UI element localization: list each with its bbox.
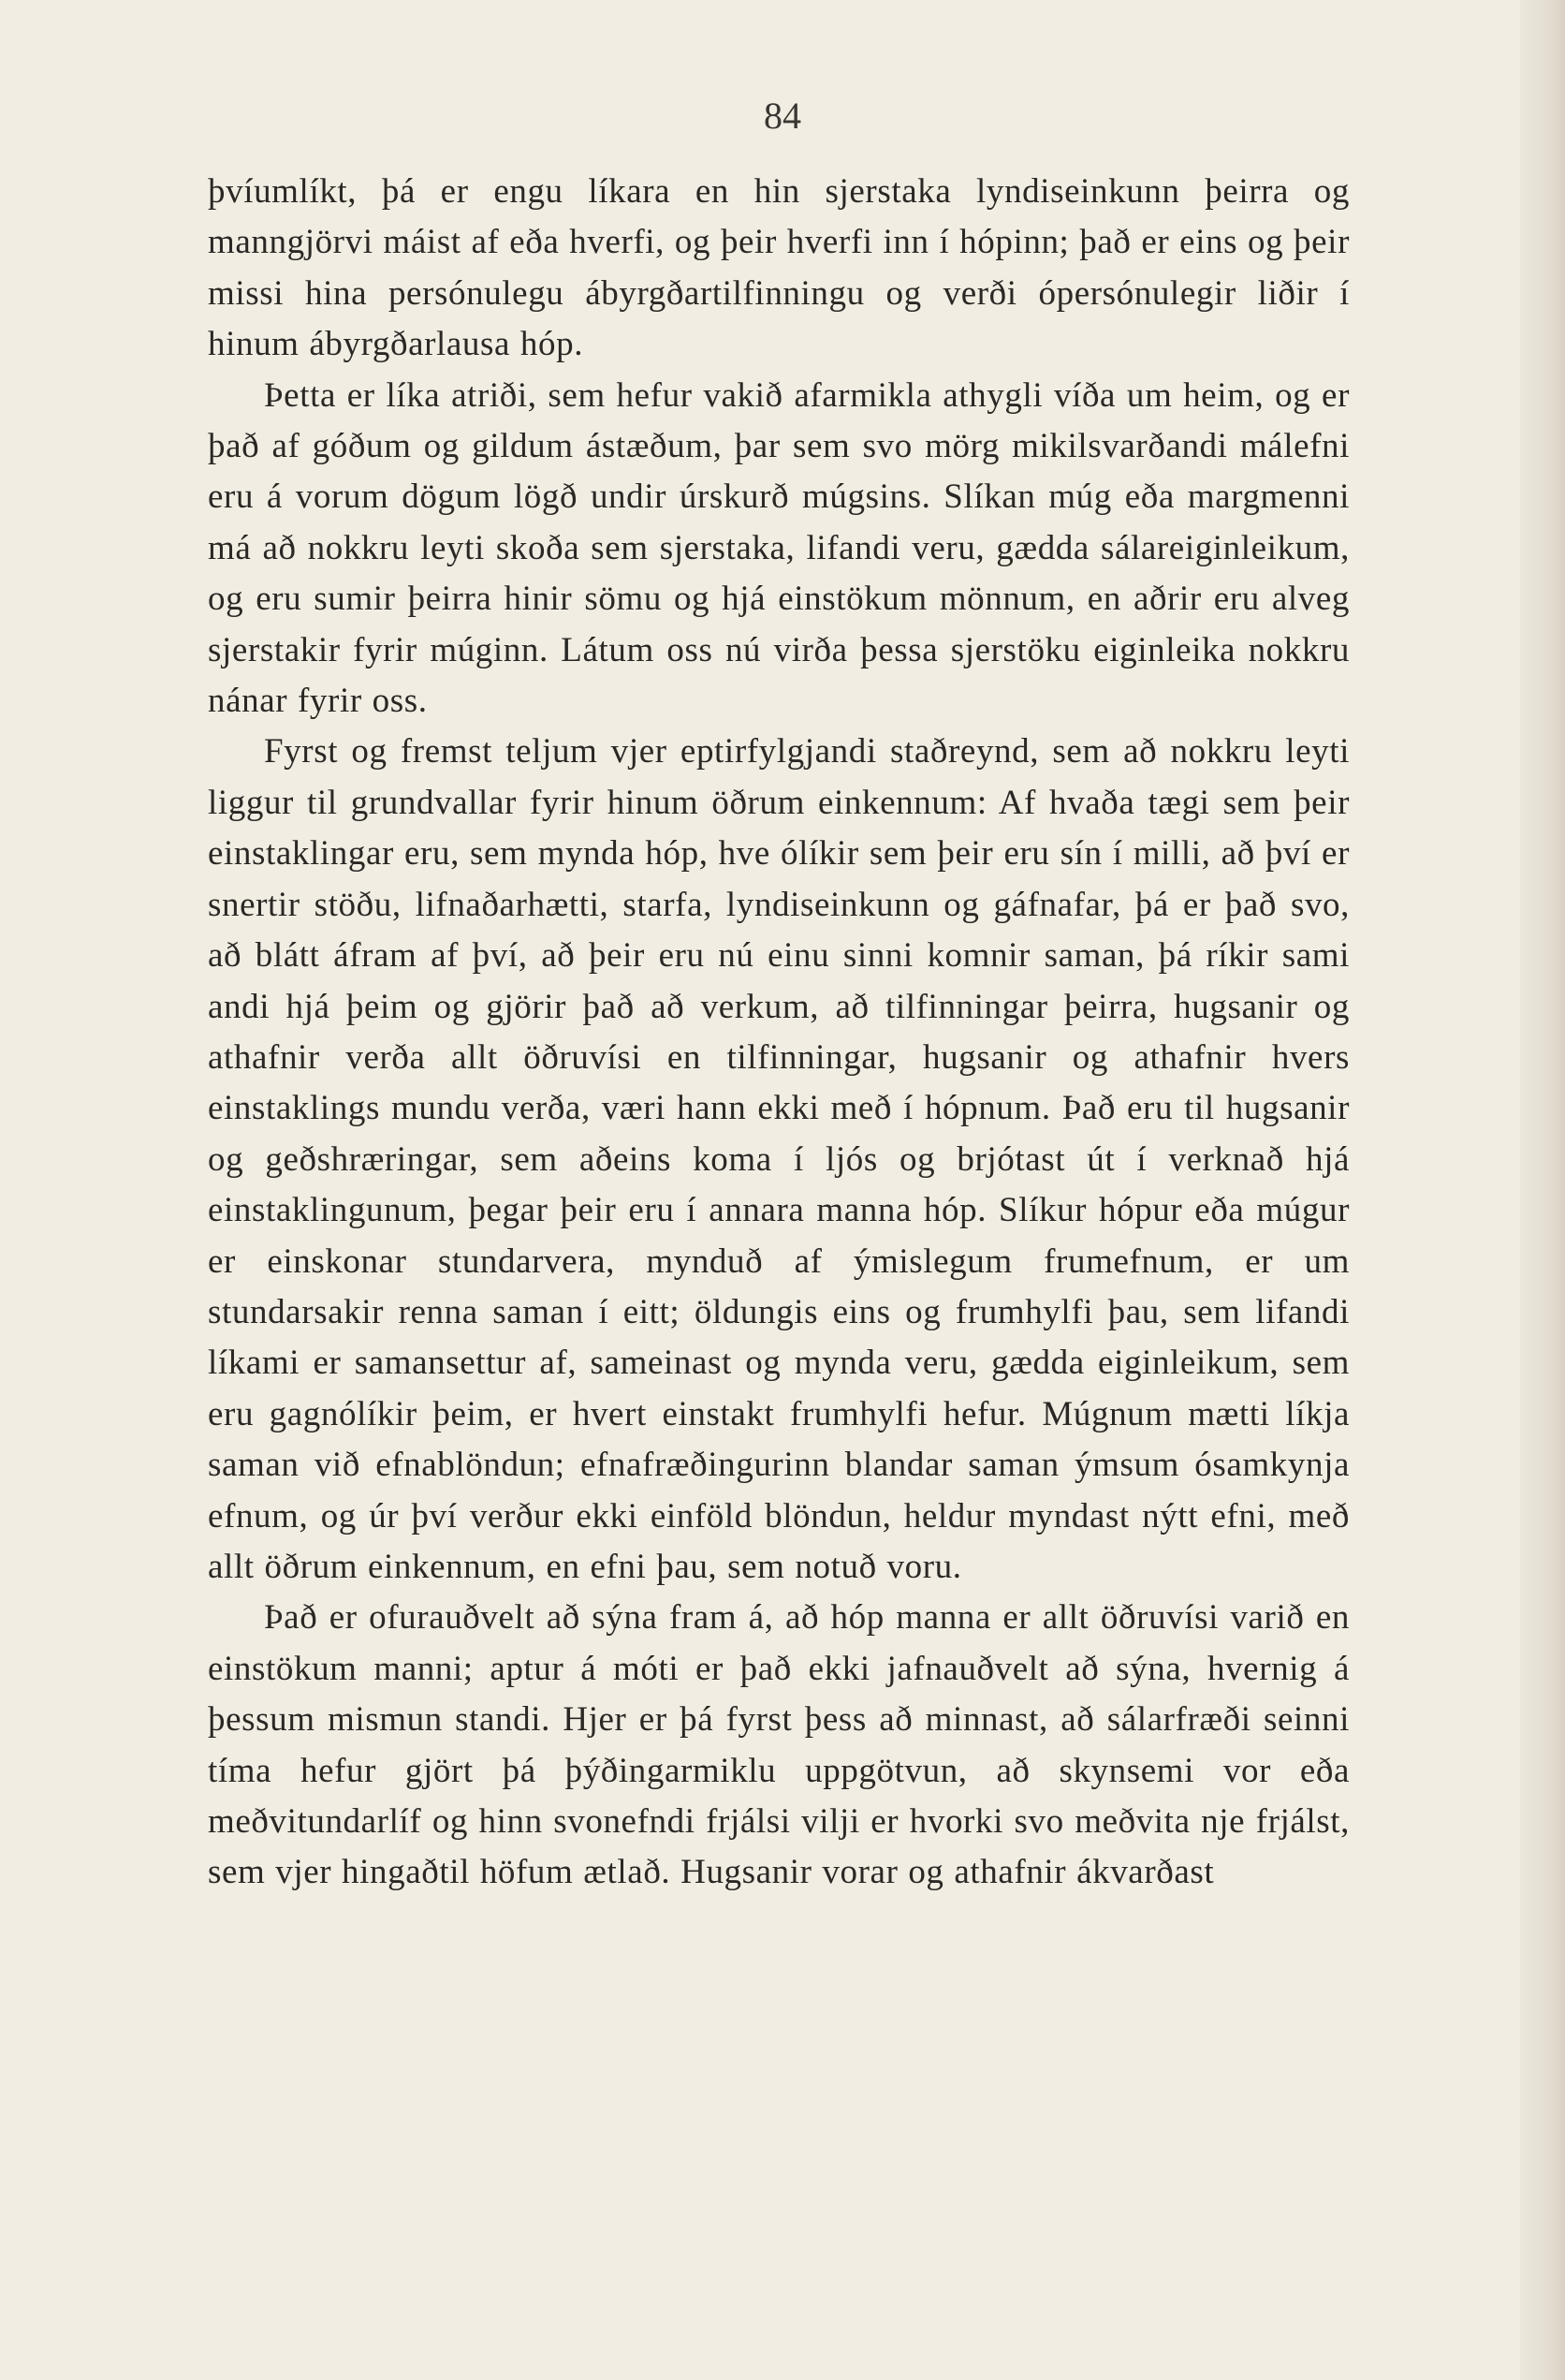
- paragraph-3: Fyrst og fremst teljum vjer eptirfylgjandi staðreynd, sem að nokkru leyti liggur til grundvallar fyrir hinum öðrum einkennum: Af hvaða tægi sem þeir einstaklingar eru, sem mynda hóp, hve ólíkir sem þeir eru sín í milli, að því er snertir stöðu, lifnaðarhætti, starfa, lyndiseinkunn og gáfnafar, þá er það svo, að blátt áfram af því, að þeir eru nú einu sinni komnir saman, þá ríkir sami andi hjá þeim og gjörir það að verkum, að tilfinningar þeirra, hugsanir og athafnir verða allt öðruvísi en tilfinningar, hugsanir og athafnir hvers einstaklings mundu verða, væri hann ekki með í hópnum. Það eru til hugsanir og geðshræringar, sem aðeins koma í ljós og brjótast út í verknað hjá einstaklingunum, þegar þeir eru í annara manna hóp. Slíkur hópur eða múgur er einskonar stundarvera, mynduð af ýmislegum frumefnum, er um stundarsakir renna saman í eitt; öldungis eins og frumhylfi þau, sem lifandi líkami er samansettur af, sameinast og mynda veru, gædda eiginleikum, sem eru gagnólíkir þeim, er hvert einstakt frumhylfi hefur. Múgnum mætti líkja saman við efnablöndun; efnafræðingurinn blandar saman ýmsum ósamkynja efnum, og úr því verður ekki einföld blöndun, heldur myndast nýtt efni, með allt öðrum einkennum, en efni þau, sem notuð voru.: [208, 732, 1350, 1586]
- paragraph-4: Það er ofurauðvelt að sýna fram á, að hóp manna er allt öðruvísi varið en einstökum manni; aptur á móti er það ekki jafnauðvelt að sýna, hvernig á þessum mismun standi. Hjer er þá fyrst þess að minnast, að sálarfræði seinni tíma hefur gjört þá þýðingarmiklu uppgötvun, að skynsemi vor eða meðvitundarlíf og hinn svonefndi frjálsi vilji er hvorki svo meðvita nje frjálst, sem vjer hingaðtil höfum ætlað. Hugsanir vorar og athafnir ákvarðast: [208, 1598, 1350, 1892]
- page-edge: [1520, 0, 1565, 2380]
- body-text: [208, 167, 1350, 1899]
- paragraph-2: Þetta er líka atriði, sem hefur vakið afarmikla athygli víða um heim, og er það af góðum og gildum ástæðum, þar sem svo mörg mikilsvarðandi málefni eru á vorum dögum lögð undir úrskurð múgsins. Slíkan múg eða margmenni má að nokkru leyti skoða sem sjerstaka, lifandi veru, gædda sálareiginleikum, og eru sumir þeirra hinir sömu og hjá einstökum mönnum, en aðrir eru alveg sjerstakir fyrir múginn. Látum oss nú virða þessa sjerstöku eiginleika nokkru nánar fyrir oss.: [208, 375, 1350, 721]
- paragraph-1: þvíumlíkt, þá er engu líkara en hin sjerstaka lyndiseinkunn þeirra og manngjörvi máist af eða hverfi, og þeir hverfi inn í hópinn; það er eins og þeir missi hina persónulegu ábyrgðartilfinningu og verði ópersónulegir liðir í hinum ábyrgðarlausa hóp.: [208, 172, 1350, 364]
- page-number: 84: [764, 95, 801, 137]
